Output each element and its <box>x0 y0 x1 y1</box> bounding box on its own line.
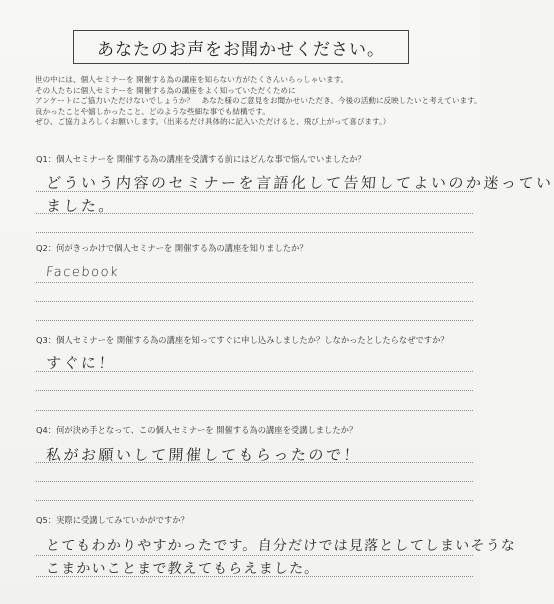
intro-text <box>35 75 482 128</box>
answer-line <box>36 410 473 411</box>
answer-line <box>36 371 473 372</box>
answer-line <box>36 576 473 577</box>
answer-2-line-1: Facebook <box>45 265 120 280</box>
question-5-label: Q5：実際に受講してみていかがですか？ <box>36 515 189 525</box>
question-2-label: Q2：何がきっかけで個人セミナーを 開催する為の講座を知りましたか？ <box>36 243 308 253</box>
answer-line <box>36 232 473 233</box>
answer-line <box>36 462 473 463</box>
question-1-label: Q1：個人セミナーを 開催する為の講座を受講する前にはどんな事で悩んでいましたか？ <box>36 154 366 164</box>
answer-line <box>36 213 473 214</box>
answer-line <box>36 320 473 321</box>
answer-1-line-1: どういう内容のセミナーを言語化して告知してよいのか迷ってい <box>45 174 554 192</box>
answer-line <box>36 282 473 283</box>
page-title: あなたのお声をお聞かせください。 <box>97 39 385 60</box>
answer-line <box>36 500 473 501</box>
intro-line: その人たちに個人セミナーを 開催する為の講座をよく知っていただくために <box>35 85 296 95</box>
intro-line: ぜひ、ご協力よろしくお願いします。（出来るだけ具体的に記入いただけると、飛び上がって喜びます。） <box>35 117 391 127</box>
answer-line <box>36 301 473 302</box>
intro-line: アンケートにご協力いただけないでしょうか？ あなた様のご意見をお聞かせいただき、今後の活動に反映したいと考えています。 <box>35 96 482 106</box>
question-4-label: Q4：何が決め手となって、この個人セミナーを 開催する為の講座を受講しましたか？ <box>36 425 358 435</box>
answer-line <box>36 481 473 482</box>
answer-line <box>36 390 473 391</box>
intro-line: 世の中には、個人セミナーを 開催する為の講座を知らない方がたくさんいらっしゃいます。 <box>35 75 349 84</box>
intro-line: 良かったことや嬉しかったこと、どのような些細な事でも結構です。 <box>35 106 270 116</box>
question-3-label: Q3：個人セミナーを 開催する為の講座を知ってすぐに申し込みしましたか？しなかったとしたらなぜですか？ <box>36 335 449 345</box>
answer-1-line-2: ました。 <box>45 197 117 215</box>
answer-3-line-1: すぐに！ <box>45 354 117 372</box>
answer-4-line-1: 私がお願いして開催してもらったので！ <box>45 446 362 464</box>
answer-5-line-2: こまかいことまで教えてもらえました。 <box>45 561 321 577</box>
answer-5-line-1: とてもわかりやすかったです。自分だけでは見落としてしまいそうな <box>45 538 517 554</box>
answer-line <box>36 191 473 192</box>
title-box <box>73 30 409 64</box>
answer-line <box>36 555 473 556</box>
